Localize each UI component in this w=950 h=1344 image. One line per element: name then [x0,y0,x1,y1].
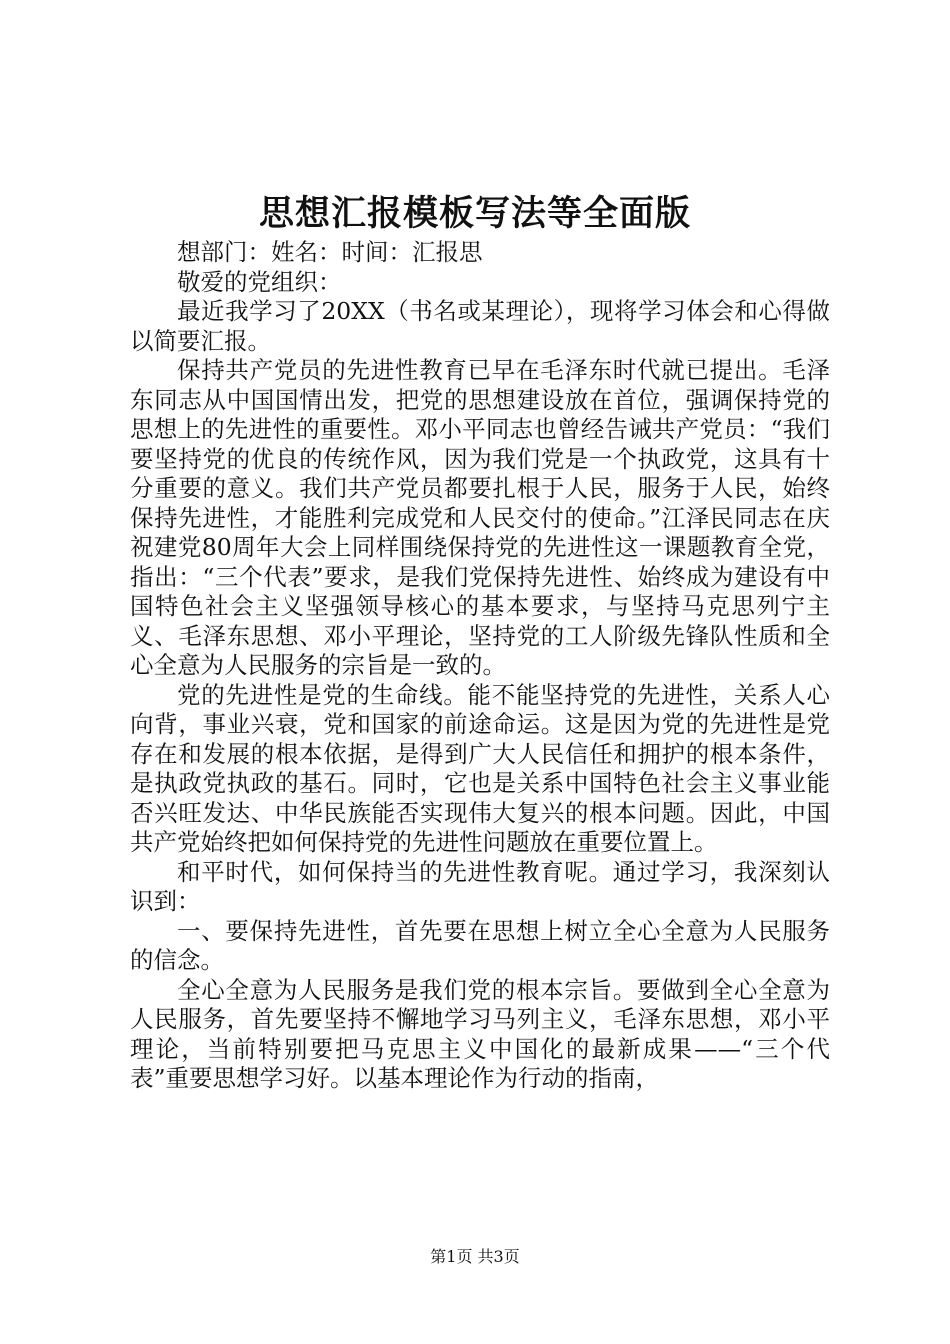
document-title: 思想汇报模板写法等全面版 [258,193,691,234]
document-body [130,238,830,1094]
paragraph: 全心全意为人民服务是我们党的根本宗旨。要做到全心全意为人民服务，首先要坚持不懈地学习马列主义，毛泽东思想，邓小平理论，当前特别要把马克思主义中国化的最新成果——“三个代表”重要思想学习好。以基本理论作为行动的指南， [130,975,830,1092]
page-footer: 第1页 共3页 [430,1247,520,1266]
paragraph: 最近我学习了20XX（书名或某理论），现将学习体会和心得做以简要汇报。 [130,297,830,355]
paragraph: 和平时代，如何保持当的先进性教育呢。通过学习，我深刻认识到： [130,857,830,915]
paragraph: 想部门：姓名：时间：汇报思 [177,238,483,266]
paragraph: 党的先进性是党的生命线。能不能坚持党的先进性，关系人心向背，事业兴衰，党和国家的前途命运。这是因为党的先进性是党存在和发展的根本依据，是得到广大人民信任和拥护的根本条件，是执政党执政的基石。同时，它也是关系中国特色社会主义事业能否兴旺发达、中华民族能否实现伟大复兴的根本问题。因此，中国共产党始终把如何保持党的先进性问题放在重要位置上。 [130,680,830,856]
paragraph: 敬爱的党组织： [177,267,342,296]
paragraph: 保持共产党员的先进性教育已早在毛泽东时代就已提出。毛泽东同志从中国国情出发，把党的思想建设放在首位，强调保持党的思想上的先进性的重要性。邓小平同志也曾经告诫共产党员：“我们要坚持党的优良的传统作风，因为我们党是一个执政党，这具有十分重要的意义。我们共产党员都要扎根于人民，服务于人民，始终保持先进性，才能胜利完成党和人民交付的使命。”江泽民同志在庆祝建党80周年大会上同样围绕保持党的先进性这一课题教育全党，指出：“三个代表”要求，是我们党保持先进性、始终成为建设有中国特色社会主义坚强领导核心的基本要求，与坚持马克思列宁主义、毛泽东思想、邓小平理论，坚持党的工人阶级先锋队性质和全心全意为人民服务的宗旨是一致的。 [130,356,830,679]
paragraph: 一、要保持先进性，首先要在思想上树立全心全意为人民服务的信念。 [130,916,830,974]
